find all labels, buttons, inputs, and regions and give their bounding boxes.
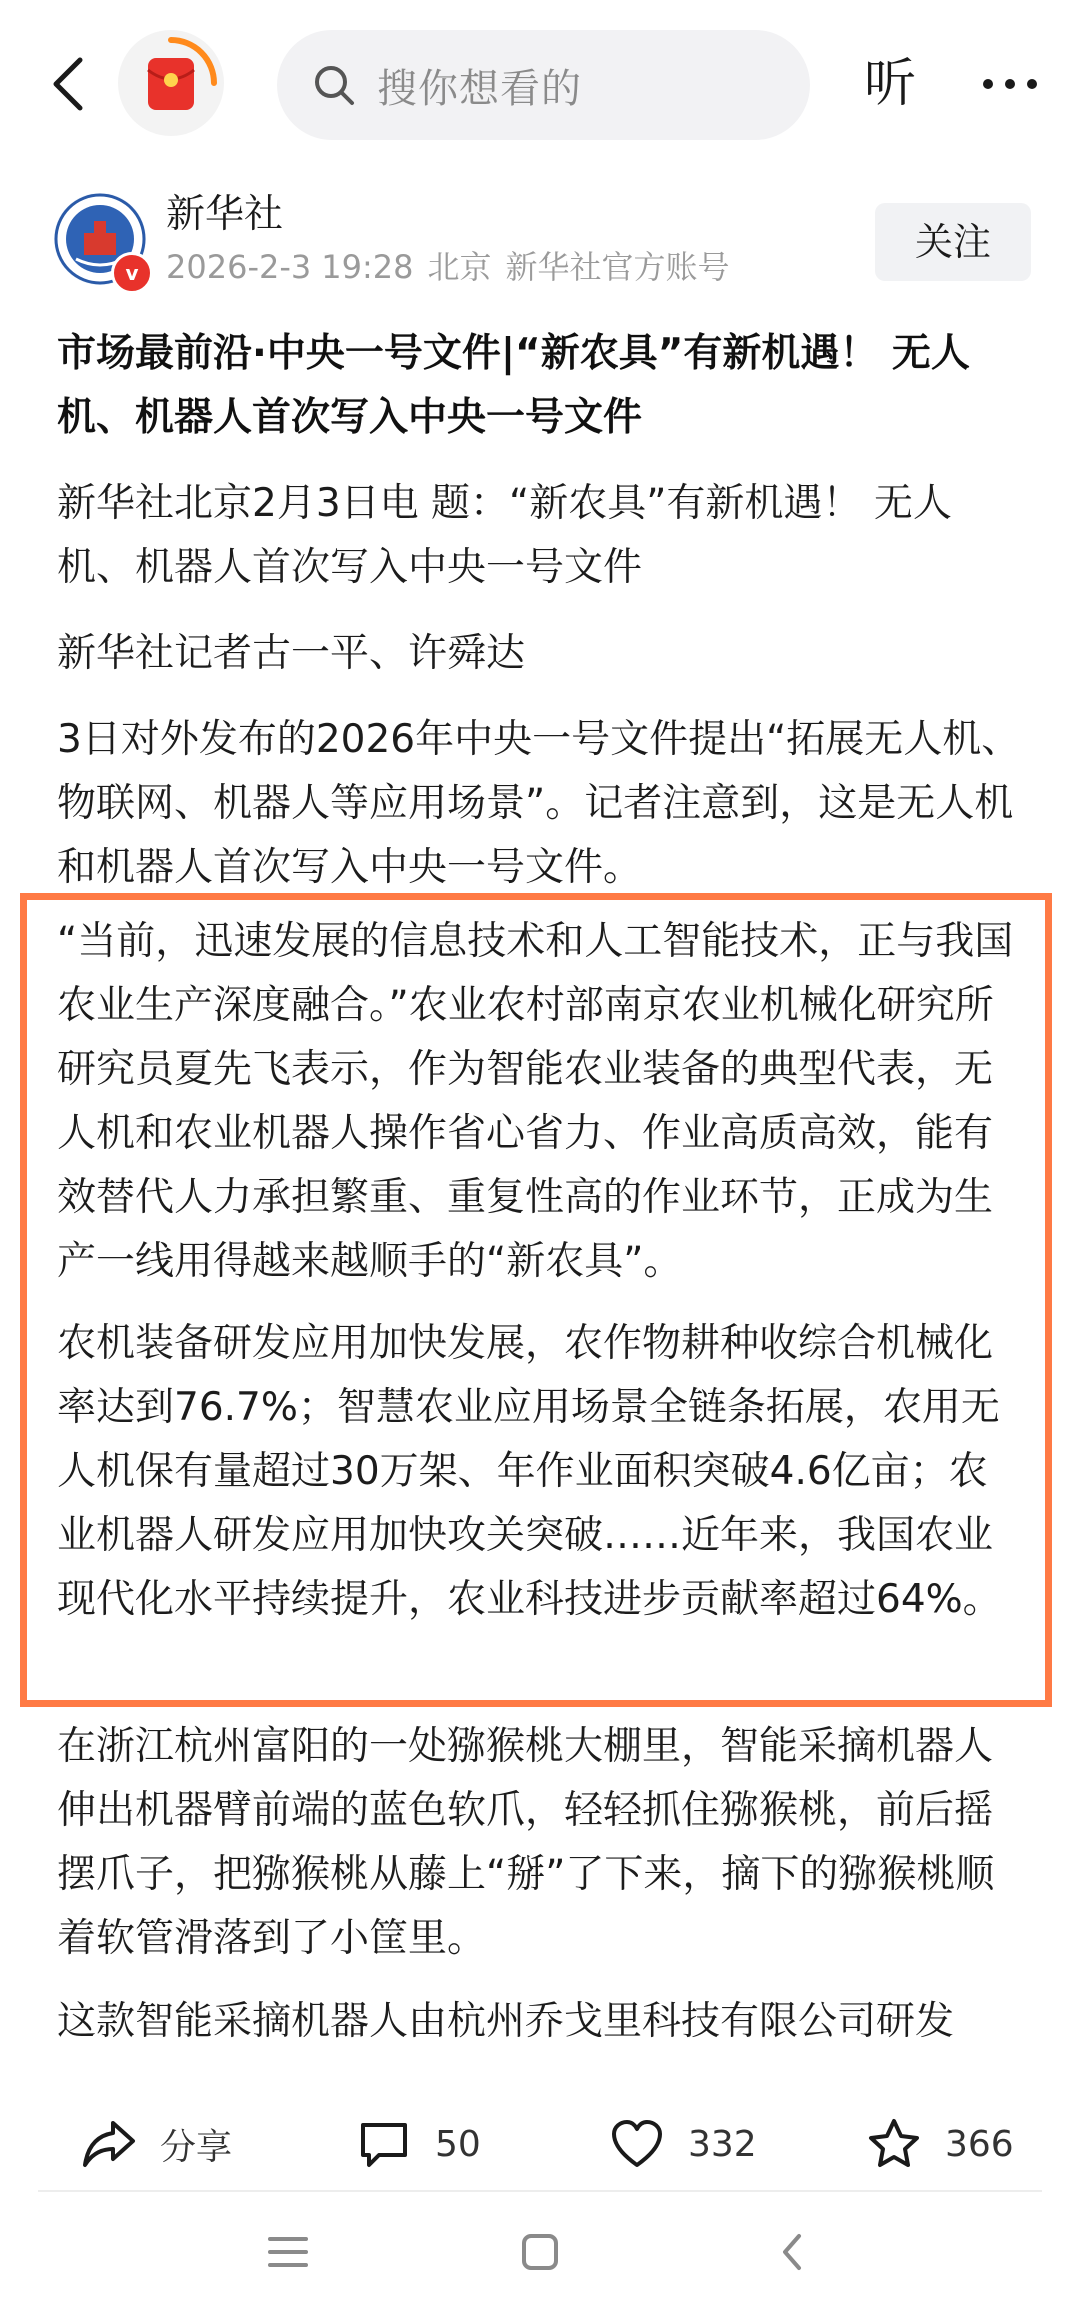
article-paragraph: 在浙江杭州富阳的一处猕猴桃大棚里，智能采摘机器人伸出机器臂前端的蓝色软爪，轻轻抓住猕猴桃，前后摇摆爪子，把猕猴桃从藤上“掰”了下来，摘下的猕猴桃顺着软管滑落到了小筐里。 — [57, 1724, 995, 1961]
post-time: 19:28 — [321, 248, 414, 286]
article-paragraph: 这款智能采摘机器人由杭州乔戈里科技有限公司研发 — [57, 1999, 955, 2044]
article-paragraph: 3日对外发布的2026年中央一号文件提出“拓展无人机、物联网、机器人等应用场景”。记者注意到，这是无人机和机器人首次写入中央一号文件。 — [57, 717, 1021, 890]
post-date: 2026-2-3 — [166, 248, 312, 286]
listen-button[interactable]: 听 — [863, 54, 916, 114]
star-icon — [865, 2115, 923, 2173]
action-bar — [0, 2085, 1080, 2205]
share-button[interactable] — [80, 2109, 232, 2179]
author-meta — [166, 245, 744, 289]
top-bar — [0, 0, 1080, 170]
post-location: 北京 — [427, 248, 492, 286]
author-name[interactable]: 新华社 — [166, 192, 284, 237]
article-paragraph: 农机装备研发应用加快发展，农作物耕种收综合机械化率达到76.7%；智慧农业应用场景全链条拓展，农用无人机保有量超过30万架、年作业面积突破4.6亿亩；农业机器人研发应用加快攻关突破……近年来，我国农业现代化水平持续提升，农业科技进步贡献率超过64%。 — [57, 1321, 1002, 1622]
like-count: 332 — [688, 2123, 757, 2165]
verified-badge: v — [111, 252, 153, 294]
search-input[interactable] — [277, 30, 810, 140]
search-placeholder: 搜你想看的 — [377, 65, 582, 112]
follow-button[interactable]: 关注 — [875, 203, 1031, 281]
red-packet-button[interactable] — [118, 30, 224, 136]
back-arrow-icon — [48, 54, 88, 114]
comment-icon — [355, 2115, 413, 2173]
home-icon — [520, 2232, 560, 2272]
menu-icon — [267, 2235, 309, 2269]
more-button[interactable] — [970, 56, 1050, 112]
nav-back-icon — [777, 2232, 807, 2272]
comment-count: 50 — [435, 2123, 481, 2165]
more-icon — [980, 77, 1040, 91]
comment-button[interactable] — [355, 2109, 481, 2179]
system-navigation-bar — [0, 2192, 1080, 2310]
back-button[interactable] — [38, 44, 98, 124]
search-icon — [311, 62, 357, 108]
account-type: 新华社官方账号 — [505, 248, 730, 286]
red-packet-icon — [118, 30, 224, 136]
article-paragraph: “当前，迅速发展的信息技术和人工智能技术，正与我国农业生产深度融合。”农业农村部南京农业机械化研究所研究员夏先飞表示，作为智能农业装备的典型代表，无人机和农业机器人操作省心省力、作业高质高效，能有效替代人力承担繁重、重复性高的作业环节，正成为生产一线用得越来越顺手的“新农具”。 — [57, 919, 1014, 1284]
heart-icon — [608, 2115, 666, 2173]
like-button[interactable] — [608, 2109, 757, 2179]
favorite-count: 366 — [945, 2123, 1014, 2165]
article-paragraph: 新华社记者古一平、许舜达 — [57, 631, 526, 676]
system-back-button[interactable] — [762, 2222, 822, 2282]
home-button[interactable] — [510, 2222, 570, 2282]
article-headline: 市场最前沿·中央一号文件|“新农具”有新机遇！ 无人机、机器人首次写入中央一号文件 — [57, 331, 970, 440]
favorite-button[interactable] — [865, 2109, 1014, 2179]
article-paragraph: 新华社北京2月3日电 题：“新农具”有新机遇！ 无人机、机器人首次写入中央一号文件 — [57, 481, 952, 590]
share-label: 分享 — [160, 2126, 233, 2168]
recent-apps-button[interactable] — [258, 2222, 318, 2282]
share-icon — [80, 2115, 138, 2173]
